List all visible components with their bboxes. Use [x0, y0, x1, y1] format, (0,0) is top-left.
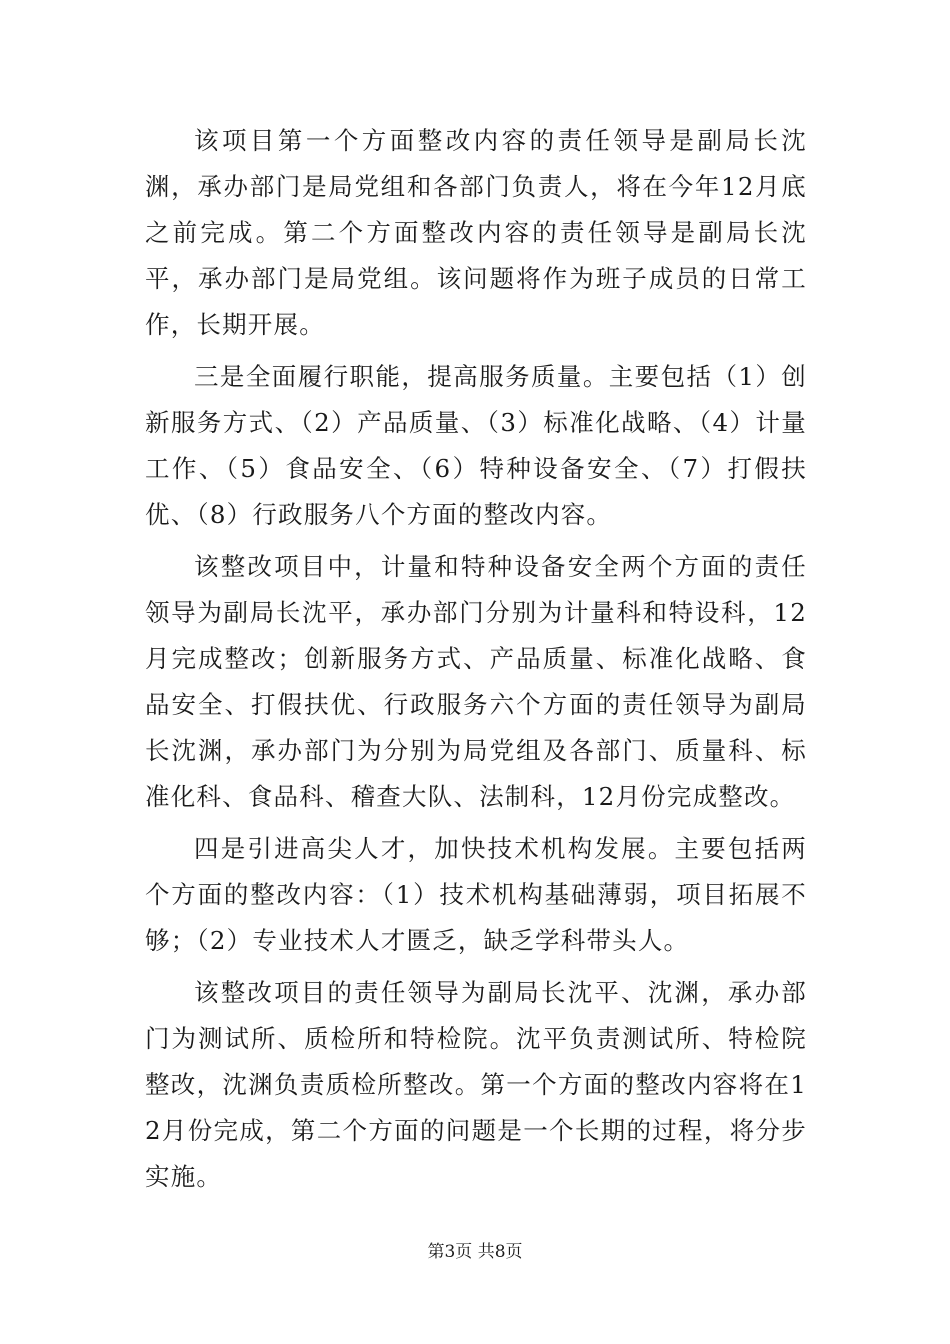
paragraph-1: 该项目第一个方面整改内容的责任领导是副局长沈渊，承办部门是局党组和各部门负责人，将在今年12月底之前完成。第二个方面整改内容的责任领导是副局长沈平，承办部门是局党组。该问题将作为班子成员的日常工作，长期开展。	[145, 126, 807, 339]
paragraph-4: 四是引进高尖人才，加快技术机构发展。主要包括两个方面的整改内容：（1）技术机构基础薄弱，项目拓展不够；（2）专业技术人才匮乏，缺乏学科带头人。	[145, 834, 807, 955]
document-body	[145, 118, 807, 1206]
paragraph-3: 该整改项目中，计量和特种设备安全两个方面的责任领导为副局长沈平，承办部门分别为计量科和特设科，12月完成整改；创新服务方式、产品质量、标准化战略、食品安全、打假扶优、行政服务六个方面的责任领导为副局长沈渊，承办部门为分别为局党组及各部门、质量科、标准化科、食品科、稽查大队、法制科，12月份完成整改。	[145, 552, 807, 811]
paragraph-5: 该整改项目的责任领导为副局长沈平、沈渊，承办部门为测试所、质检所和特检院。沈平负责测试所、特检院整改，沈渊负责质检所整改。第一个方面的整改内容将在12月份完成，第二个方面的问题是一个长期的过程，将分步实施。	[145, 978, 807, 1191]
page-number-footer: 第3页 共8页	[427, 1242, 523, 1262]
paragraph-2: 三是全面履行职能，提高服务质量。主要包括（1）创新服务方式、（2）产品质量、（3）标准化战略、（4）计量工作、（5）食品安全、（6）特种设备安全、（7）打假扶优、（8）行政服务八个方面的整改内容。	[145, 362, 807, 529]
